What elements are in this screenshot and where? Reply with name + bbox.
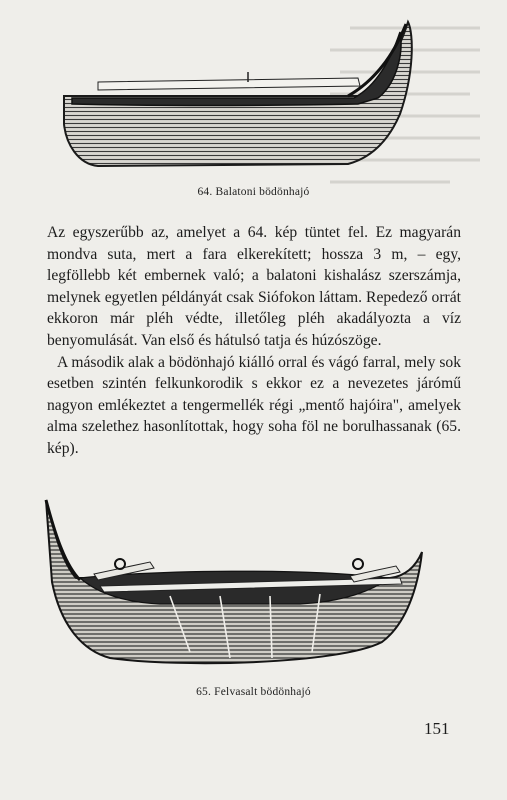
paragraph-1: Az egyszerűbb az, amelyet a 64. kép tüntet fel. Ez magyarán mondva suta, mert a fara elkerekített; hossza 3 m, – egy, legföllebb két embernek való; a balatoni kishalász szerszámja, melynek egyetlen példányát csak Siófokon láttam. Repedező orrát ekkoron már pléh védte, illetőleg pléh akadályozta a víz benyomulását. Van első és hátulsó tatja és húzószöge. [47,224,461,349]
paragraph-2: A második alak a bödönhajó kiálló orral és vágó farral, mely sok esetben szintén felkunkorodik s ekkor ez a nevezetes járómű nagyon emlékeztet a tengermellék régi „mentő hajóira", amelyek alma szelethez hasonlítottak, hogy soha föl ne borulhassanak (65. kép). [47,353,461,457]
figure-65 [40,492,430,672]
page-number: 151 [424,719,450,738]
reinforced-dugout-illustration [40,492,430,672]
figure-64-caption: 64. Balatoni bödönhajó [197,186,310,198]
figure-65-caption: 65. Felvasalt bödönhajó [196,686,311,698]
figure-64 [58,14,418,174]
dugout-boat-illustration [58,14,418,174]
body-text [47,222,461,460]
